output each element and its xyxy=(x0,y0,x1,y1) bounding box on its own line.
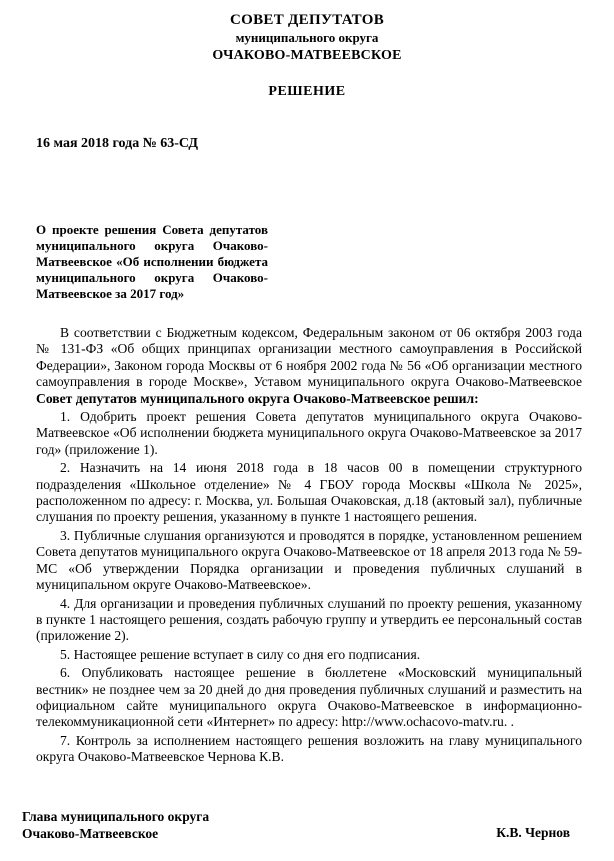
preamble xyxy=(36,325,582,407)
item-3: 3. Публичные слушания организуются и проводятся в порядке, установленном решением Совета депутатов муниципального округа Очаково-Матвеевское от 18 апреля 2013 года № 59-МС «Об утверждении Порядка организации и проведения публичных слушаний в муниципальном округе Очаково-Матвеевское». xyxy=(36,527,582,593)
decision-subject: О проекте решения Совета депутатов муниципального округа Очаково-Матвеевское «Об исполнении бюджета муниципального округа Очаково-Матвеевское за 2017 год» xyxy=(36,222,268,301)
council-title: СОВЕТ ДЕПУТАТОВ xyxy=(229,12,385,28)
item-1: 1. Одобрить проект решения Совета депутатов муниципального округа Очаково-Матвеевское «Об исполнении бюджета муниципального округа Очаково-Матвеевское за 2017 год» (приложение 1). xyxy=(36,409,582,457)
signature-title-line2: Очаково-Матвеевское xyxy=(22,826,159,841)
signature-title xyxy=(22,808,209,842)
district-label: муниципального округа xyxy=(235,30,379,45)
item-4: 4. Для организации и проведения публичных слушаний по проекту решения, указанному в пункте 1 настоящего решения, создать рабочую группу и утвердить ее персональный состав (приложение 2). xyxy=(36,595,582,644)
decision-body xyxy=(36,325,582,766)
signature-title-line1: Глава муниципального округа xyxy=(22,809,210,824)
district-name: ОЧАКОВО-МАТВЕЕВСКОЕ xyxy=(212,48,402,63)
item-2: 2. Назначить на 14 июня 2018 года в 18 часов 00 в помещении структурного подразделения «Школьное отделение» № 4 ГБОУ города Москвы «Школа № 2025», расположенном по адресу: г. Москва, ул. Большая Очаковская, д.18 (актовый зал), публичные слушания по проекту решения, указанному в пункте 1 настоящего решения. xyxy=(36,460,582,525)
document-type: РЕШЕНИЕ xyxy=(268,84,346,99)
preamble-text: В соответствии с Бюджетным кодексом, Федеральным законом от 06 октября 2003 года № 131-ФЗ «Об общих принципах организации местного самоуправления в Российской Федерации», Законом города Москвы от 6 ноября 2002 года № 56 «Об организации местного самоуправления в городе Москве», Уставом муниципального округа Очаково-Матвеевское xyxy=(36,325,582,390)
date-and-number: 16 мая 2018 года № 63-СД xyxy=(36,136,198,151)
item-6: 6. Опубликовать настоящее решение в бюллетене «Московский муниципальный вестник» не позднее чем за 20 дней до дня проведения публичных слушаний и разместить на официальном сайте муниципального округа Очаково-Матвеевское в информационно-телекоммуникационной сети «Интернет» по адресу: http://www.ochacovo-matv.ru. . xyxy=(36,665,582,730)
item-7: 7. Контроль за исполнением настоящего решения возложить на главу муниципального округа Очаково-Матвеевское Чернова К.В. xyxy=(36,732,582,765)
preamble-decision: Совет депутатов муниципального округа Очаково-Матвеевское решил: xyxy=(36,390,479,406)
item-5: 5. Настоящее решение вступает в силу со дня его подписания. xyxy=(60,646,421,662)
signature-name: К.В. Чернов xyxy=(496,825,570,840)
